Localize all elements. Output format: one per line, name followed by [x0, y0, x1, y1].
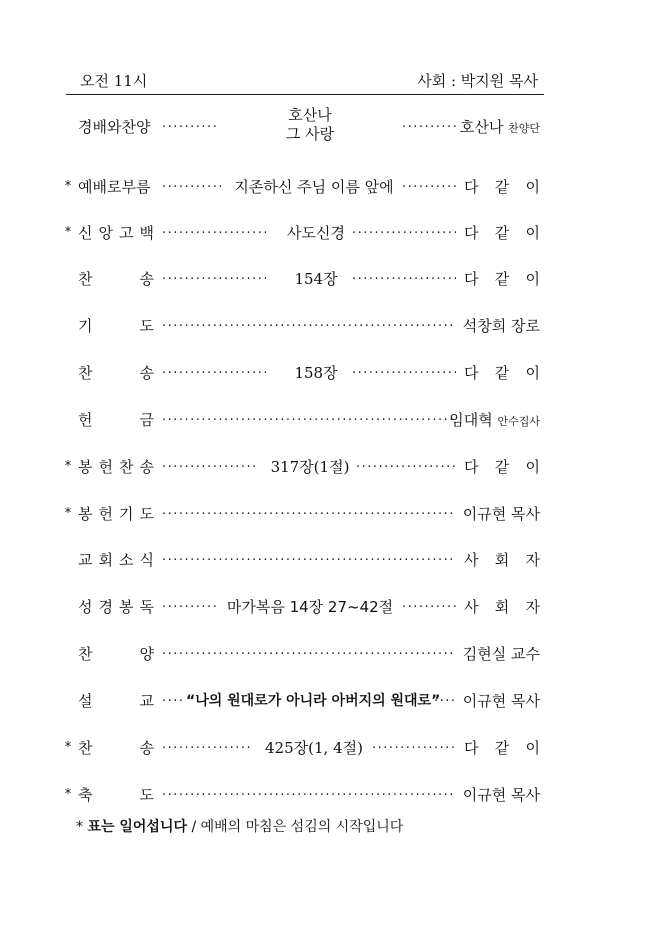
- order-title-line1: 호산나: [288, 106, 332, 124]
- leader-dots: [162, 694, 182, 706]
- leader-dots: [162, 413, 456, 425]
- order-presenter: 이규현 목사: [462, 505, 540, 523]
- stand-marker: *: [64, 225, 72, 240]
- order-item-sermon: [62, 684, 546, 720]
- order-label: 찬 양: [78, 645, 154, 663]
- order-presenter: 다 같 이: [464, 364, 540, 382]
- leader-dots: [162, 600, 218, 612]
- order-presenter: 다 같 이: [464, 270, 540, 288]
- order-item-call-to-worship: [62, 170, 546, 206]
- leader-dots: [162, 507, 456, 519]
- order-presenter: 다 같 이: [464, 458, 540, 476]
- presenter-role: 찬양단: [508, 122, 540, 135]
- order-item-hymn-2: [62, 356, 546, 392]
- order-item-announcements: [62, 543, 546, 579]
- order-presenter: 김현실 교수: [462, 645, 540, 663]
- footer-note: [76, 816, 403, 836]
- order-presenter: 다 같 이: [464, 178, 540, 196]
- order-label: 기 도: [78, 317, 154, 335]
- order-item-closing-hymn: [62, 731, 546, 767]
- order-title: 158장: [294, 364, 338, 382]
- leader-dots: [162, 460, 258, 472]
- stand-marker: *: [76, 819, 83, 835]
- service-time: 오전 11시: [80, 72, 148, 90]
- leader-dots: [162, 553, 456, 565]
- presenter-name: 임대혁: [449, 411, 493, 429]
- order-item-offering: [62, 403, 546, 439]
- leader-dots: [162, 647, 456, 659]
- order-label: 설 교: [78, 692, 154, 710]
- order-title: 사도신경: [287, 224, 345, 242]
- order-presenter: 이규현 목사: [462, 786, 540, 804]
- leader-dots: [162, 319, 456, 331]
- leader-dots: [162, 788, 456, 800]
- order-item-prayer: [62, 309, 546, 345]
- order-title-line2: 그 사랑: [285, 125, 335, 143]
- order-item-hymn-1: [62, 262, 546, 298]
- footer-separator: /: [191, 819, 197, 835]
- order-label: 축 도: [78, 786, 154, 804]
- stand-marker: *: [64, 179, 72, 194]
- leader-dots: [162, 366, 266, 378]
- order-title: [258, 106, 362, 144]
- presenter-name: 호산나: [459, 118, 504, 136]
- order-title: 317장(1절): [270, 458, 350, 476]
- order-label: 봉 헌 기 도: [78, 505, 154, 523]
- presenter-role: 안수집사: [497, 415, 540, 428]
- order-presenter: 다 같 이: [464, 224, 540, 242]
- order-label: 경배와찬양: [78, 118, 151, 136]
- order-presenter: 다 같 이: [464, 739, 540, 757]
- order-label: 교 회 소 식: [78, 551, 154, 569]
- order-title: 425장(1, 4절): [265, 739, 363, 757]
- order-presenter: 사 회 자: [464, 551, 540, 569]
- leader-dots: [162, 741, 252, 753]
- order-title: 마가복음 14장 27~42절: [226, 598, 394, 616]
- stand-marker: *: [64, 740, 72, 755]
- leader-dots: [402, 120, 458, 132]
- footer-motto: 예배의 마침은 섬김의 시작입니다: [200, 819, 404, 835]
- order-presenter: 이규현 목사: [462, 692, 540, 710]
- order-item-benediction: [62, 778, 546, 814]
- leader-dots: [352, 272, 456, 284]
- order-label: 예배로부름: [78, 178, 151, 196]
- order-item-offertory-hymn: [62, 450, 546, 486]
- order-presenter: [460, 116, 540, 137]
- order-presenter: 사 회 자: [464, 598, 540, 616]
- leader-dots: [434, 694, 456, 706]
- order-item-scripture: [62, 590, 546, 626]
- order-item-anthem: [62, 637, 546, 673]
- order-label: 성 경 봉 독: [78, 598, 154, 616]
- leader-dots: [356, 460, 456, 472]
- stand-marker: *: [64, 459, 72, 474]
- order-label: 봉 헌 찬 송: [78, 458, 154, 476]
- order-item-offertory-prayer: [62, 497, 546, 533]
- leader-dots: [402, 180, 458, 192]
- service-leader: 사회 : 박지원 목사: [417, 72, 538, 90]
- order-label: 찬 송: [78, 739, 154, 757]
- leader-dots: [162, 180, 222, 192]
- leader-dots: [162, 226, 266, 238]
- leader-dots: [162, 272, 266, 284]
- order-presenter: [449, 409, 540, 430]
- order-label: 찬 송: [78, 270, 154, 288]
- order-label: 찬 송: [78, 364, 154, 382]
- order-title: 지존하신 주님 이름 앞에: [234, 178, 394, 196]
- order-title: 154장: [294, 270, 338, 288]
- stand-marker: *: [64, 787, 72, 802]
- order-item-praise: [62, 106, 546, 146]
- order-item-creed: [62, 216, 546, 252]
- leader-dots: [162, 120, 216, 132]
- leader-dots: [402, 600, 458, 612]
- order-presenter: 석창희 장로: [462, 317, 540, 335]
- order-label: 신 앙 고 백: [78, 224, 154, 242]
- order-label: 헌 금: [78, 411, 154, 429]
- footer-stand-note: 표는 일어섭니다: [87, 819, 187, 835]
- leader-dots: [352, 226, 456, 238]
- leader-dots: [372, 741, 456, 753]
- stand-marker: *: [64, 506, 72, 521]
- header-divider: [66, 94, 544, 95]
- leader-dots: [352, 366, 456, 378]
- bulletin-header: [66, 70, 544, 92]
- sermon-title: “나의 원대로가 아니라 아버지의 원대로”: [186, 693, 441, 709]
